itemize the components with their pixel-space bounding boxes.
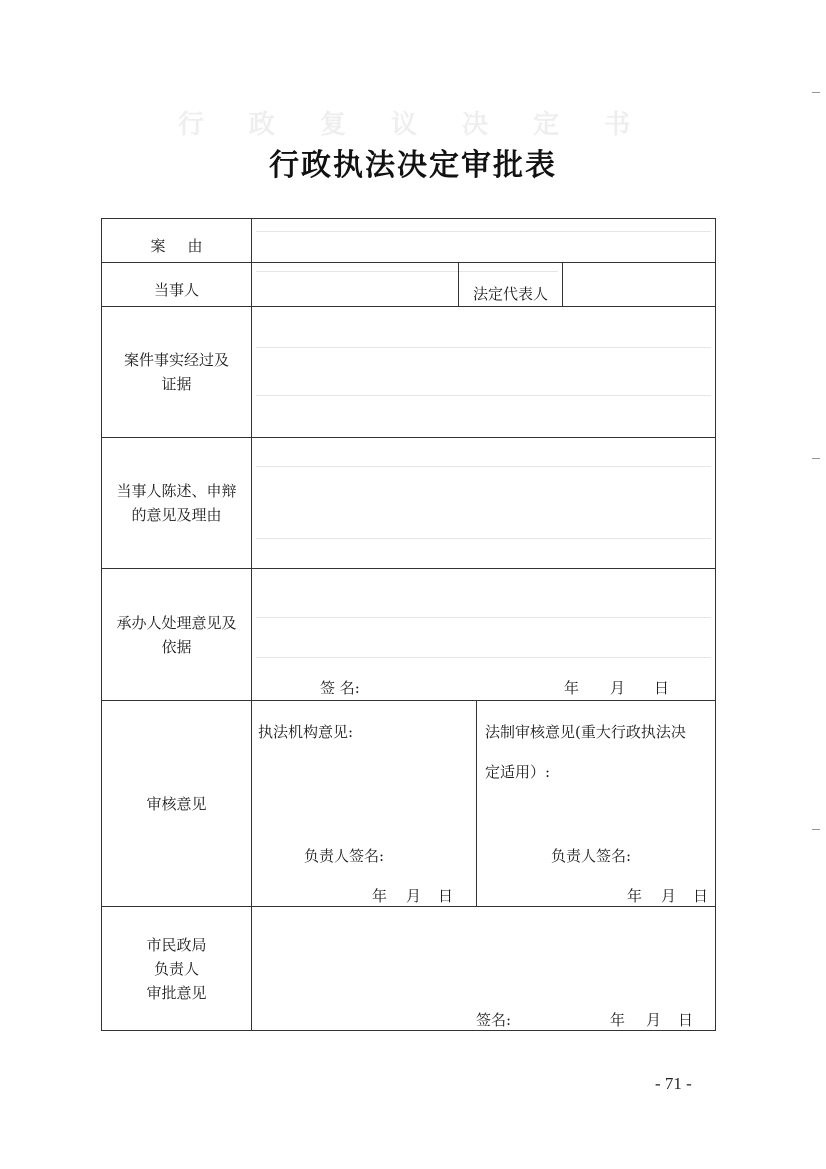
legal-rep-label-cell: 法定代表人 (458, 262, 563, 307)
legal-month: 月 (661, 887, 677, 905)
agency-month: 月 (406, 887, 422, 905)
row-handler (102, 569, 716, 701)
facts-label: 案件事实经过及 证据 (102, 307, 252, 438)
margin-mark (812, 92, 820, 93)
review-fields (252, 701, 716, 907)
legal-review-field[interactable] (477, 701, 715, 907)
bleed-through-line (256, 657, 711, 658)
facts-field[interactable] (252, 307, 716, 438)
case-reason-label: 案 由 (102, 219, 252, 263)
handler-label: 承办人处理意见及 依据 (102, 569, 252, 701)
row-statement (102, 438, 716, 569)
row-party (102, 263, 716, 307)
approval-form-table (101, 218, 716, 1031)
bleed-through-title: 行 政 复 议 决 定 书 (177, 110, 649, 140)
bureau-month: 月 (646, 1011, 662, 1029)
bureau-year: 年 (610, 1011, 626, 1029)
bureau-sign-label: 签名: (476, 1011, 512, 1029)
row-case-reason (102, 219, 716, 263)
row-bureau (102, 907, 716, 1031)
handler-field[interactable] (252, 569, 716, 701)
party-label: 当事人 (102, 263, 252, 307)
handler-month: 月 (610, 679, 626, 697)
handler-day: 日 (654, 679, 670, 697)
handler-sign-label: 签 名: (320, 679, 360, 697)
bleed-through-line (256, 347, 711, 348)
case-reason-field[interactable] (252, 219, 716, 263)
row-facts (102, 307, 716, 438)
party-field[interactable] (252, 263, 563, 307)
page-title: 行政执法决定审批表 (269, 148, 557, 183)
agency-opinion-field[interactable] (252, 701, 476, 907)
bleed-through-line (256, 538, 711, 539)
agency-year: 年 (372, 887, 388, 905)
statement-label: 当事人陈述、申辩 的意见及理由 (102, 438, 252, 569)
agency-leader-sign-label: 负责人签名: (304, 847, 385, 865)
bleed-through-line (256, 231, 711, 232)
legal-review-label-line1: 法制审核意见(重大行政执法决 (485, 723, 686, 741)
bureau-field[interactable] (252, 907, 716, 1031)
agency-opinion-label: 执法机构意见: (258, 723, 354, 741)
page-number: - 71 - (655, 1074, 692, 1093)
row-review (102, 701, 716, 907)
legal-review-label-line2: 定适用）: (485, 763, 551, 781)
legal-day: 日 (693, 887, 709, 905)
bureau-day: 日 (678, 1011, 694, 1029)
bleed-through-line (256, 395, 711, 396)
bleed-through-line (256, 466, 711, 467)
margin-mark (812, 458, 820, 459)
review-label: 审核意见 (102, 701, 252, 907)
legal-rep-field[interactable] (563, 263, 716, 307)
bureau-label: 市民政局 负责人 审批意见 (102, 907, 252, 1031)
bleed-through-line (256, 617, 711, 618)
margin-mark (812, 829, 820, 830)
statement-field[interactable] (252, 438, 716, 569)
legal-leader-sign-label: 负责人签名: (551, 847, 632, 865)
legal-year: 年 (627, 887, 643, 905)
agency-day: 日 (438, 887, 454, 905)
handler-year: 年 (564, 679, 580, 697)
